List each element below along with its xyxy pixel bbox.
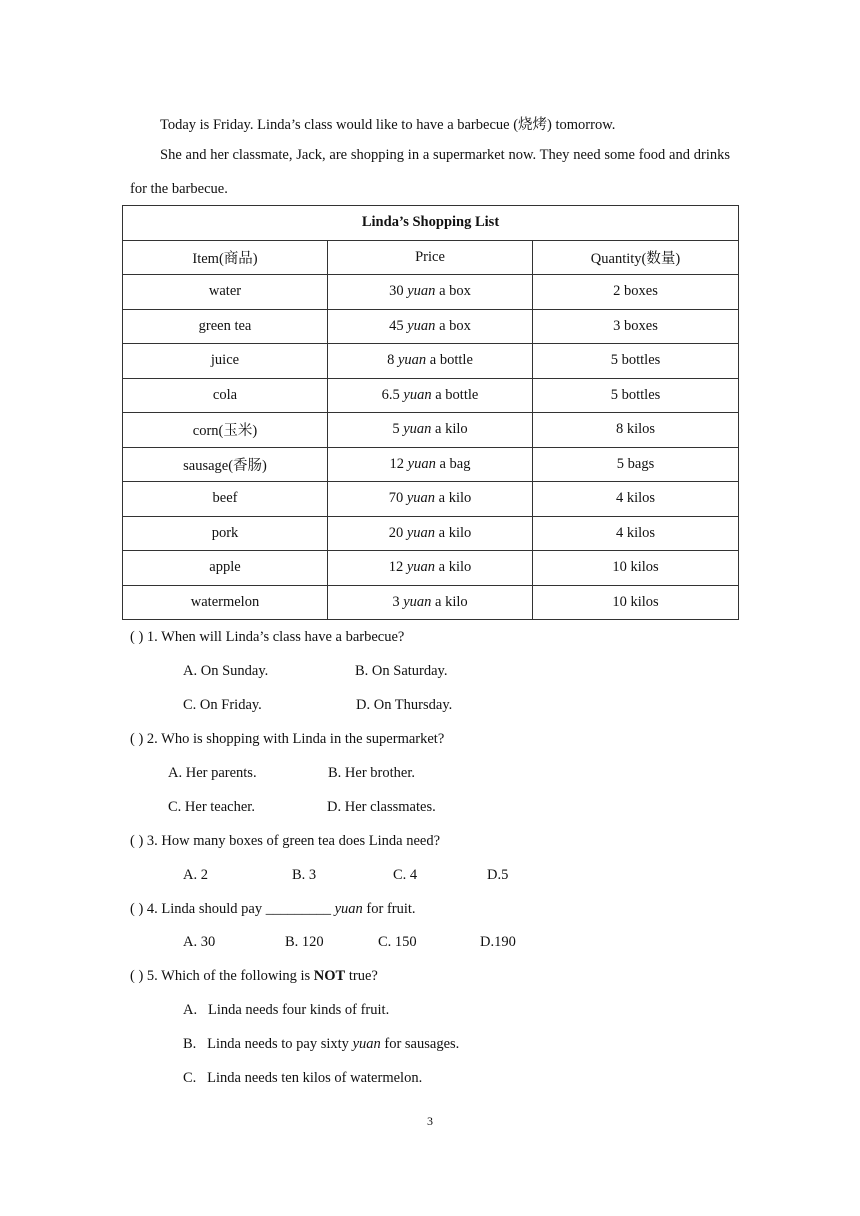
q5-option-b: B. Linda needs to pay sixty yuan for sausages. (183, 1036, 460, 1052)
cell-item: water (123, 275, 328, 310)
cell-quantity: 4 kilos (533, 516, 739, 551)
q3-option-b: B. 3 (292, 867, 317, 883)
table-row (123, 447, 739, 482)
question-stem: 1. When will Linda’s class have a barbecue? (146, 629, 405, 645)
q2-option-d: D. Her classmates. (327, 799, 436, 815)
cell-item: pork (123, 516, 328, 551)
cell-quantity: 3 boxes (533, 309, 739, 344)
q1-option-b: B. On Saturday. (355, 663, 448, 679)
table-title: Linda’s Shopping List (123, 206, 739, 241)
cell-item: cola (123, 378, 328, 413)
table-row (123, 585, 739, 620)
answer-bracket[interactable]: ( ) (130, 833, 144, 849)
q3-option-d: D.5 (487, 867, 509, 883)
cell-quantity: 5 bags (533, 447, 739, 482)
q3-option-c: C. 4 (393, 867, 418, 883)
cell-quantity: 2 boxes (533, 275, 739, 310)
cell-item: corn(玉米) (123, 413, 328, 448)
question-stem: 5. Which of the following is NOT true? (146, 968, 378, 984)
question-stem: 2. Who is shopping with Linda in the supermarket? (146, 731, 445, 747)
q5-option-a: A. Linda needs four kinds of fruit. (183, 1002, 390, 1018)
table-row (123, 344, 739, 379)
table-header-row (123, 240, 739, 275)
q5-option-c: C. Linda needs ten kilos of watermelon. (183, 1070, 423, 1086)
q4-option-a: A. 30 (183, 934, 216, 950)
cell-item: beef (123, 482, 328, 517)
q2-option-a: A. Her parents. (168, 765, 257, 781)
q1-option-a: A. On Sunday. (183, 663, 269, 679)
question-1 (130, 629, 404, 646)
cell-price: 12 yuan a bag (328, 447, 533, 482)
shopping-list-table (122, 205, 739, 620)
question-4 (130, 901, 416, 918)
q4-option-c: C. 150 (378, 934, 417, 950)
q1-option-c: C. On Friday. (183, 697, 262, 713)
answer-bracket[interactable]: ( ) (130, 629, 144, 645)
header-quantity: Quantity(数量) (533, 240, 739, 275)
intro-line-2: She and her classmate, Jack, are shopping in a supermarket now. They need some food and drinks for the barbecue. (130, 147, 730, 197)
cell-quantity: 8 kilos (533, 413, 739, 448)
cell-price: 5 yuan a kilo (328, 413, 533, 448)
cell-price: 70 yuan a kilo (328, 482, 533, 517)
question-stem: 4. Linda should pay _________ yuan for fruit. (146, 901, 416, 917)
question-3 (130, 833, 440, 850)
q2-option-b: B. Her brother. (328, 765, 415, 781)
table-row (123, 275, 739, 310)
cell-quantity: 5 bottles (533, 378, 739, 413)
header-price: Price (328, 240, 533, 275)
cell-quantity: 10 kilos (533, 551, 739, 586)
cell-quantity: 5 bottles (533, 344, 739, 379)
question-5 (130, 968, 378, 985)
question-stem: 3. How many boxes of green tea does Linda need? (146, 833, 441, 849)
page-number: 3 (427, 1114, 433, 1128)
table-row (123, 482, 739, 517)
q4-option-d: D.190 (480, 934, 516, 950)
answer-bracket[interactable]: ( ) (130, 901, 144, 917)
cell-price: 30 yuan a box (328, 275, 533, 310)
cell-item: green tea (123, 309, 328, 344)
cell-item: sausage(香肠) (123, 447, 328, 482)
table-row (123, 516, 739, 551)
table-row (123, 413, 739, 448)
cell-item: apple (123, 551, 328, 586)
table-row (123, 309, 739, 344)
cell-price: 6.5 yuan a bottle (328, 378, 533, 413)
answer-bracket[interactable]: ( ) (130, 731, 144, 747)
question-2 (130, 731, 444, 748)
cell-quantity: 4 kilos (533, 482, 739, 517)
intro-line-1: Today is Friday. Linda’s class would like to have a barbecue (烧烤) tomorrow. (160, 117, 616, 133)
table-row (123, 378, 739, 413)
cell-price: 8 yuan a bottle (328, 344, 533, 379)
cell-item: juice (123, 344, 328, 379)
table-row (123, 551, 739, 586)
q4-option-b: B. 120 (285, 934, 324, 950)
q1-option-d: D. On Thursday. (356, 697, 453, 713)
cell-price: 20 yuan a kilo (328, 516, 533, 551)
header-item: Item(商品) (123, 240, 328, 275)
cell-quantity: 10 kilos (533, 585, 739, 620)
answer-bracket[interactable]: ( ) (130, 968, 144, 984)
cell-price: 12 yuan a kilo (328, 551, 533, 586)
cell-item: watermelon (123, 585, 328, 620)
q2-option-c: C. Her teacher. (168, 799, 255, 815)
q3-option-a: A. 2 (183, 867, 208, 883)
cell-price: 45 yuan a box (328, 309, 533, 344)
cell-price: 3 yuan a kilo (328, 585, 533, 620)
